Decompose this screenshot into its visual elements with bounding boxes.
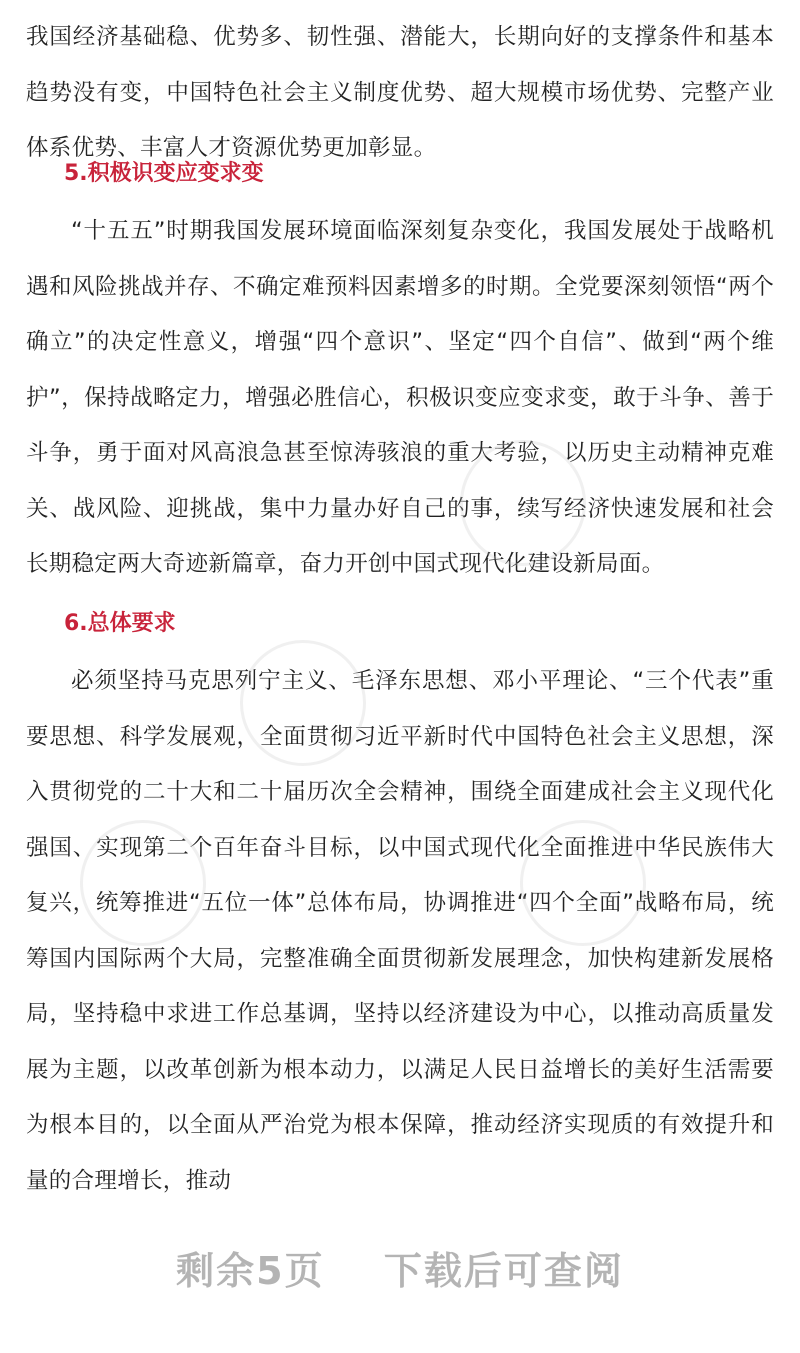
paragraph-overall-requirements: 必须坚持马克思列宁主义、毛泽东思想、邓小平理论、“三个代表”重要思想、科学发展观，全面贯彻习近平新时代中国特色社会主义思想，深入贯彻党的二十大和二十届历次全会精神，围绕全面建成社会主义现代化强国、实现第二个百年奋斗目标，以中国式现代化全面推进中华民族伟大复兴，统筹推进“五位一体”总体布局，协调推进“四个全面”战略布局，统筹国内国际两个大局，完整准确全面贯彻新发展理念，加快构建新发展格局，坚持稳中求进工作总基调，坚持以经济建设为中心，以推动高质量发展为主题，以改革创新为根本动力，以满足人民日益增长的美好生活需要为根本目的，以全面从严治党为根本保障，推动经济实现质的有效提升和量的合理增长，推动 <box>26 668 774 1194</box>
paragraph-development-environment: “十五五”时期我国发展环境面临深刻复杂变化，我国发展处于战略机遇和风险挑战并存、不确定难预料因素增多的时期。全党要深刻领悟“两个确立”的决定性意义，增强“四个意识”、坚定“四个自信”、做到“两个维护”，保持战略定力，增强必胜信心，积极识变应变求变，敢于斗争、善于斗争，勇于面对风高浪急甚至惊涛骇浪的重大考验，以历史主动精神克难关、战风险、迎挑战，集中力量办好自己的事，续写经济快速发展和社会长期稳定两大奇迹新篇章，奋力开创中国式现代化建设新局面。 <box>26 218 774 577</box>
section-heading-5: 5.积极识变应变求变 <box>64 161 264 186</box>
section-heading-6: 6.总体要求 <box>64 611 176 636</box>
remaining-pages-label: 剩余5页 <box>176 1249 325 1293</box>
download-prompt[interactable] <box>0 1240 800 1295</box>
download-to-view-label: 下载后可查阅 <box>383 1249 624 1293</box>
paragraph-economy-foundation: 我国经济基础稳、优势多、韧性强、潜能大，长期向好的支撑条件和基本趋势没有变，中国特色社会主义制度优势、超大规模市场优势、完整产业体系优势、丰富人才资源优势更加彰显。 <box>26 24 774 161</box>
